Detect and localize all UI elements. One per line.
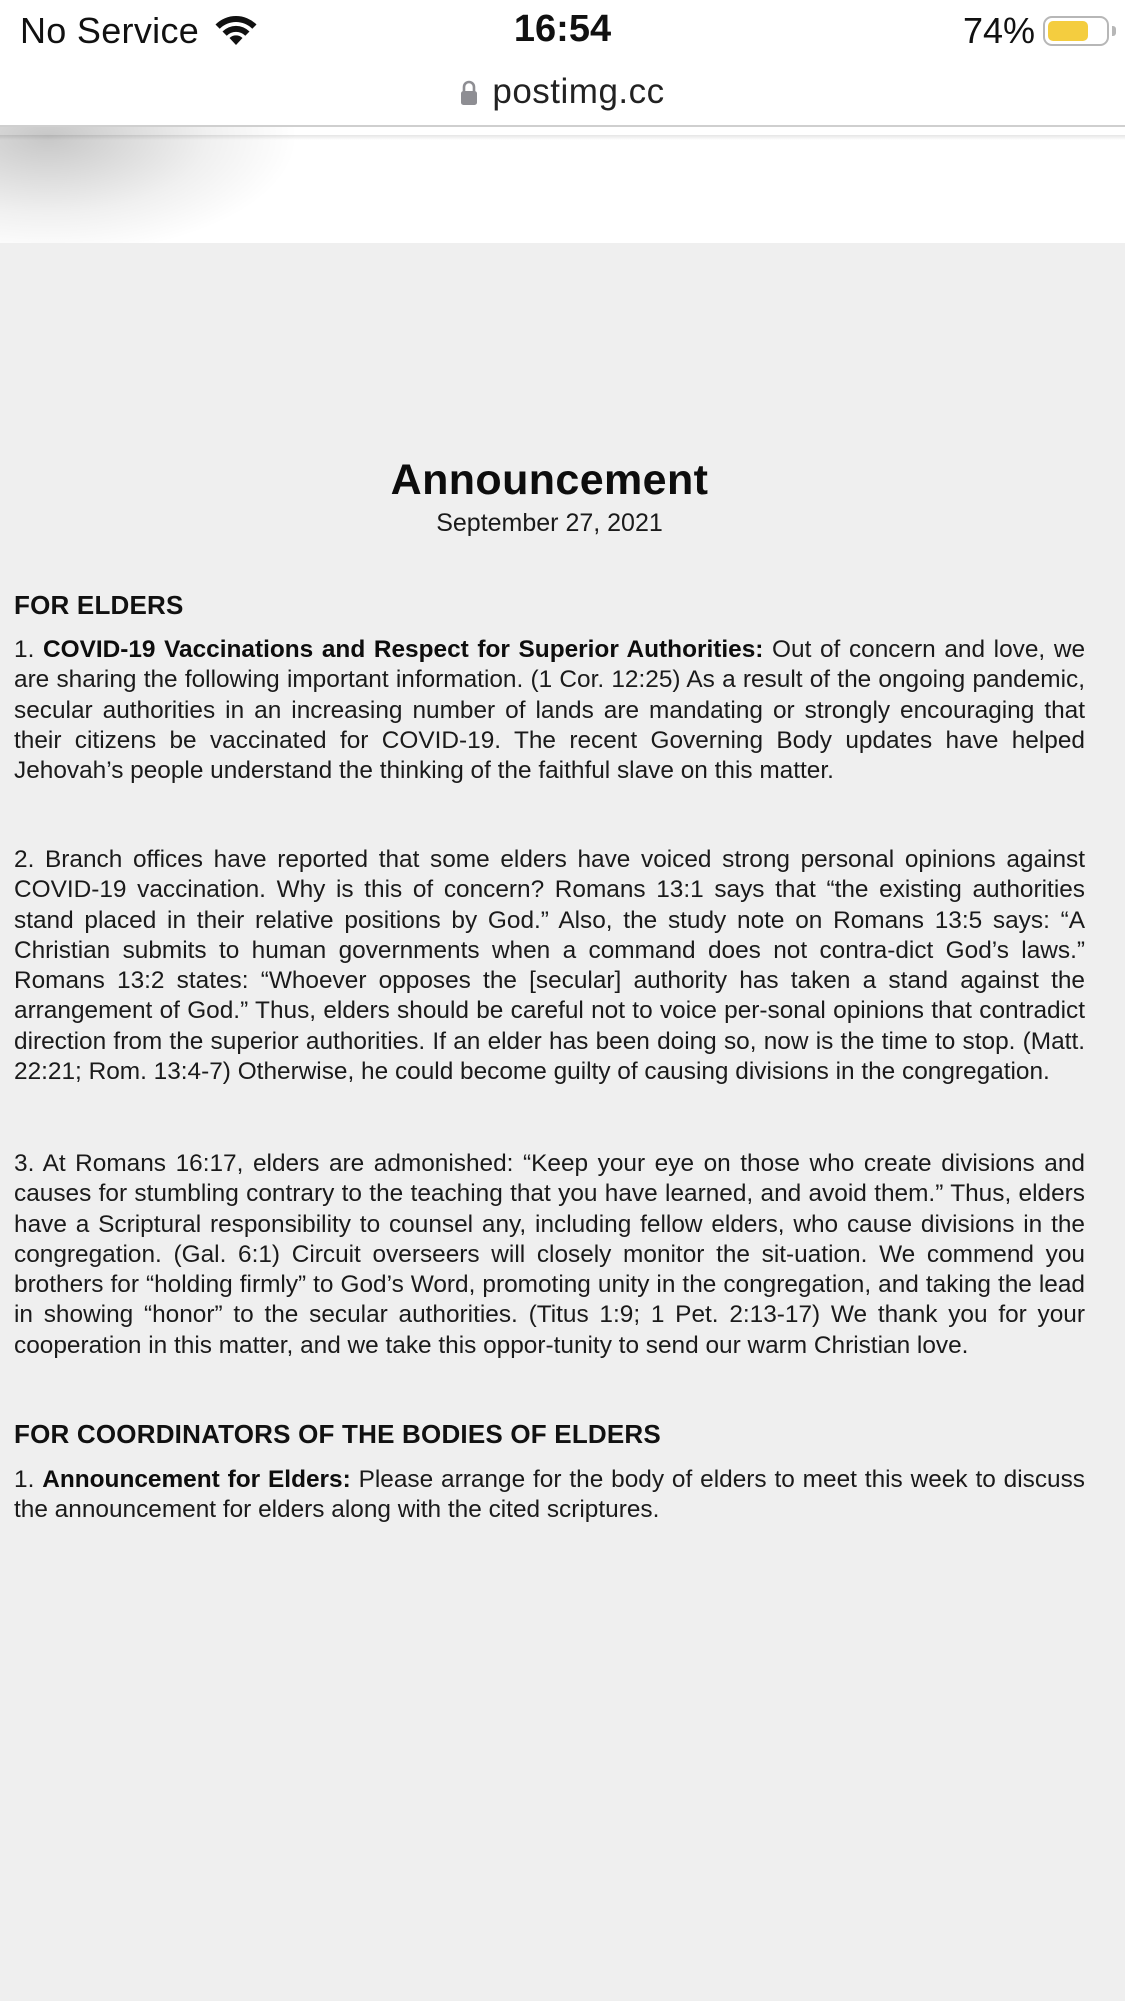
battery-indicator <box>963 10 1109 52</box>
section-heading-for-elders: FOR ELDERS <box>14 590 184 620</box>
status-bar <box>0 0 1125 60</box>
paragraph-3: 3. At Romans 16:17, elders are admonished: “Keep your eye on those who create divisions and causes for stumbling contrary to the teaching that you have learned, and avoid them.” Thus, elders have a Scriptural responsibility to counsel any, including fellow elders, who cause divisions in the congregation. (Gal. 6:1) Circuit overseers will closely monitor the sit-uation. We commend you brothers for “holding firmly” to God’s Word, promoting unity in the congregation, and taking the lead in showing “honor” to the secular authorities. (Titus 1:9; 1 Pet. 2:13-17) We thank you for your cooperation in this matter, and we take this oppor-tunity to send our warm Christian love. <box>14 1150 1085 1359</box>
url-bar[interactable] <box>0 58 1125 126</box>
document-image[interactable] <box>0 243 1125 2001</box>
battery-nub <box>1112 26 1116 36</box>
page-corner-shadow <box>0 127 300 243</box>
paragraph-2: 2. Branch offices have reported that some elders have voiced strong personal opinions against COVID-19 vaccination. Why is this of concern? Romans 13:1 says that “the existing authorities stand placed in their relative positions by God.” Also, the study note on Romans 13:5 says: “A Christian submits to human governments when a command does not contra-dict God’s laws.” Romans 13:2 states: “Whoever opposes the [secular] authority has taken a stand against the arrangement of God.” Thus, elders should be careful not to voice per-sonal opinions that contradict direction from the superior authorities. If an elder has been doing so, now is the time to stop. (Matt. 22:21; Rom. 13:4-7) Otherwise, he could become guilty of causing divisions in the congregation. <box>14 846 1085 1086</box>
url-domain[interactable]: postimg.cc <box>492 72 665 111</box>
clock: 16:54 <box>513 8 612 50</box>
battery-fill <box>1048 21 1088 41</box>
page-top-shadow <box>0 135 1125 140</box>
paragraph-4 <box>14 1465 1085 1526</box>
paragraph-4-number: 1. <box>14 1466 43 1493</box>
battery-percent: 74% <box>962 10 1035 51</box>
section-heading-coordinators: FOR COORDINATORS OF THE BODIES OF ELDERS <box>14 1419 661 1449</box>
paragraph-4-text: Please arrange for the body of elders to meet this week to discuss the announcement for elders along with the cited scriptures. <box>14 1466 1086 1524</box>
paragraph-1-number: 1. <box>14 636 43 663</box>
document-date: September 27, 2021 <box>436 509 663 537</box>
paragraph-1 <box>14 635 1085 786</box>
paragraph-1-heading: COVID-19 Vaccinations and Respect for Superior Authorities: <box>42 636 764 663</box>
battery-icon <box>1043 16 1109 46</box>
lock-icon <box>460 80 478 106</box>
paragraph-1-text: Out of concern and love, we are sharing the following important information. (1 Cor. 12:25) As a result of the ongoing pandemic, secular authorities in an increasing number of lands are mandating or strongly encouraging that their citizens be vaccinated for COVID-19. The recent Governing Body updates have helped Jehovah’s people understand the thinking of the faithful slave on this matter. <box>14 636 1086 785</box>
paragraph-4-heading: Announcement for Elders: <box>42 1466 351 1493</box>
page-top-area <box>0 127 1125 243</box>
carrier-label: No Service <box>20 10 200 51</box>
document-title: Announcement <box>390 456 709 504</box>
